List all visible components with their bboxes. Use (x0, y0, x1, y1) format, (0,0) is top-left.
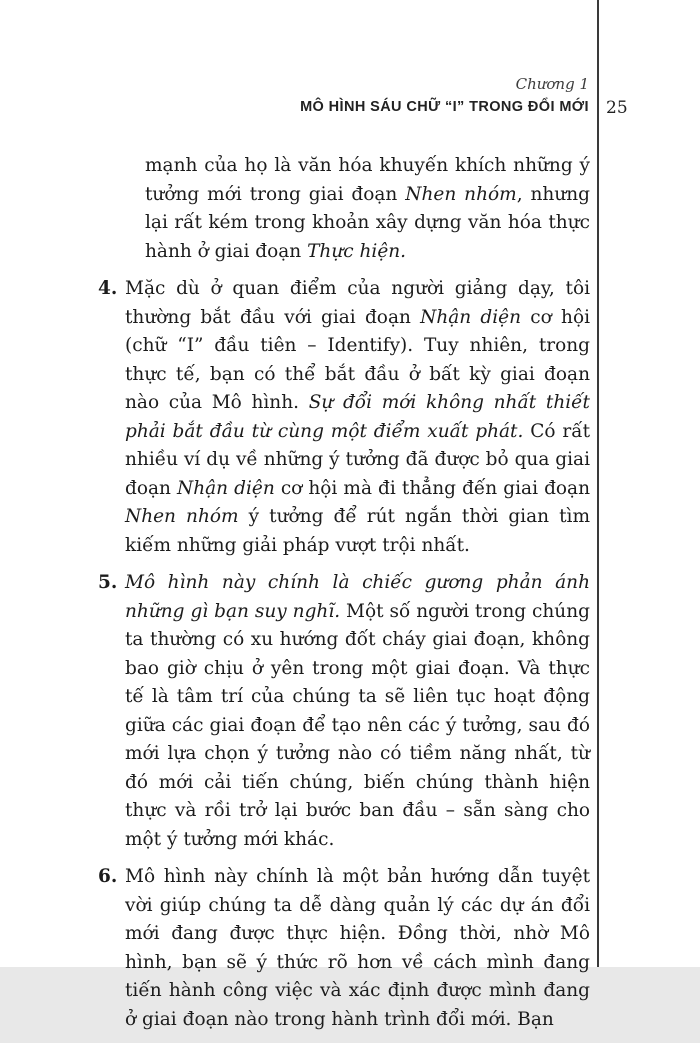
paragraph-number: 5. (98, 572, 118, 593)
paragraph-text (125, 863, 590, 1034)
chapter-label: Chương 1 (515, 75, 589, 93)
text-segment: Mô hình này chính là một bản hướng dẫn tuyệt vời giúp chúng ta dễ dàng quản lý các dự án đổi mới đang được thực hiện. Đồng thời, nhờ Mô hình, bạn sẽ ý thức rõ hơn về cách mình đang tiến hành công việc và xác định được mình đang ở giai đoạn nào trong hành trình đổi mới. Bạn (125, 866, 590, 1030)
text-segment: Nhen nhóm (405, 183, 517, 205)
paragraph (98, 569, 590, 854)
page-header (98, 74, 589, 118)
paragraph (98, 152, 590, 266)
paragraph-text (125, 569, 590, 854)
text-segment: ý tưởng để rút ngắn thời gian tìm kiếm những giải pháp vượt trội nhất. (125, 506, 590, 556)
text-segment: Nhận diện (177, 477, 275, 499)
paragraph-text (145, 152, 590, 266)
paragraph-text (125, 275, 590, 560)
text-segment: , nhưng lại rất kém trong khoản xây dựng văn hóa thực hành ở giai đoạn (145, 183, 590, 262)
text-segment: cơ hội (chữ “I” đầu tiên – Identify). Tuy nhiên, trong thực tế, bạn có thể bắt đầu ở bất kỳ giai đoạn nào của Mô hình. (125, 306, 591, 413)
text-segment: Nhen nhóm (125, 506, 239, 527)
paragraph-number: 6. (98, 866, 118, 887)
body-text (98, 152, 590, 1043)
text-segment: Có rất nhiều ví dụ về những ý tưởng đã được bỏ qua giai đoạn (125, 420, 590, 499)
text-segment: cơ hội mà đi thẳng đến giai đoạn (274, 477, 590, 499)
text-segment: Mặc dù ở quan điểm của người giảng dạy, tôi thường bắt đầu với giai đoạn (125, 278, 590, 328)
text-segment: Thực hiện. (307, 240, 407, 262)
paragraph (98, 275, 590, 560)
paragraph-number: 4. (98, 278, 118, 299)
page-title: MÔ HÌNH SÁU CHỮ “I” TRONG ĐỔI MỚI (300, 99, 589, 115)
text-segment: Nhận diện (420, 306, 522, 328)
text-segment: Sự đổi mới không nhất thiết phải bắt đầu từ cùng một điểm xuất phát. (125, 392, 590, 442)
vertical-rule (597, 0, 599, 967)
text-segment: Mô hình này chính là chiếc gương phản ánh những gì bạn suy nghĩ. (125, 572, 590, 622)
page-number: 25 (606, 98, 628, 118)
text-segment: Một số người trong chúng ta thường có xu hướng đốt cháy giai đoạn, không bao giờ chịu ở yên trong một giai đoạn. Và thực tế là tâm trí của chúng ta sẽ liên tục hoạt động giữa các giai đoạn để tạo nên các ý tưởng, sau đó mới lựa chọn ý tưởng nào có tiềm năng nhất, từ đó mới cải tiến chúng, biến chúng thành hiện thực và rồi trở lại bước ban đầu – sẵn sàng cho một ý tưởng mới khác. (125, 600, 590, 850)
text-segment: mạnh của họ là văn hóa khuyến khích những ý tưởng mới trong giai đoạn (145, 155, 590, 205)
paragraph (98, 863, 590, 1034)
